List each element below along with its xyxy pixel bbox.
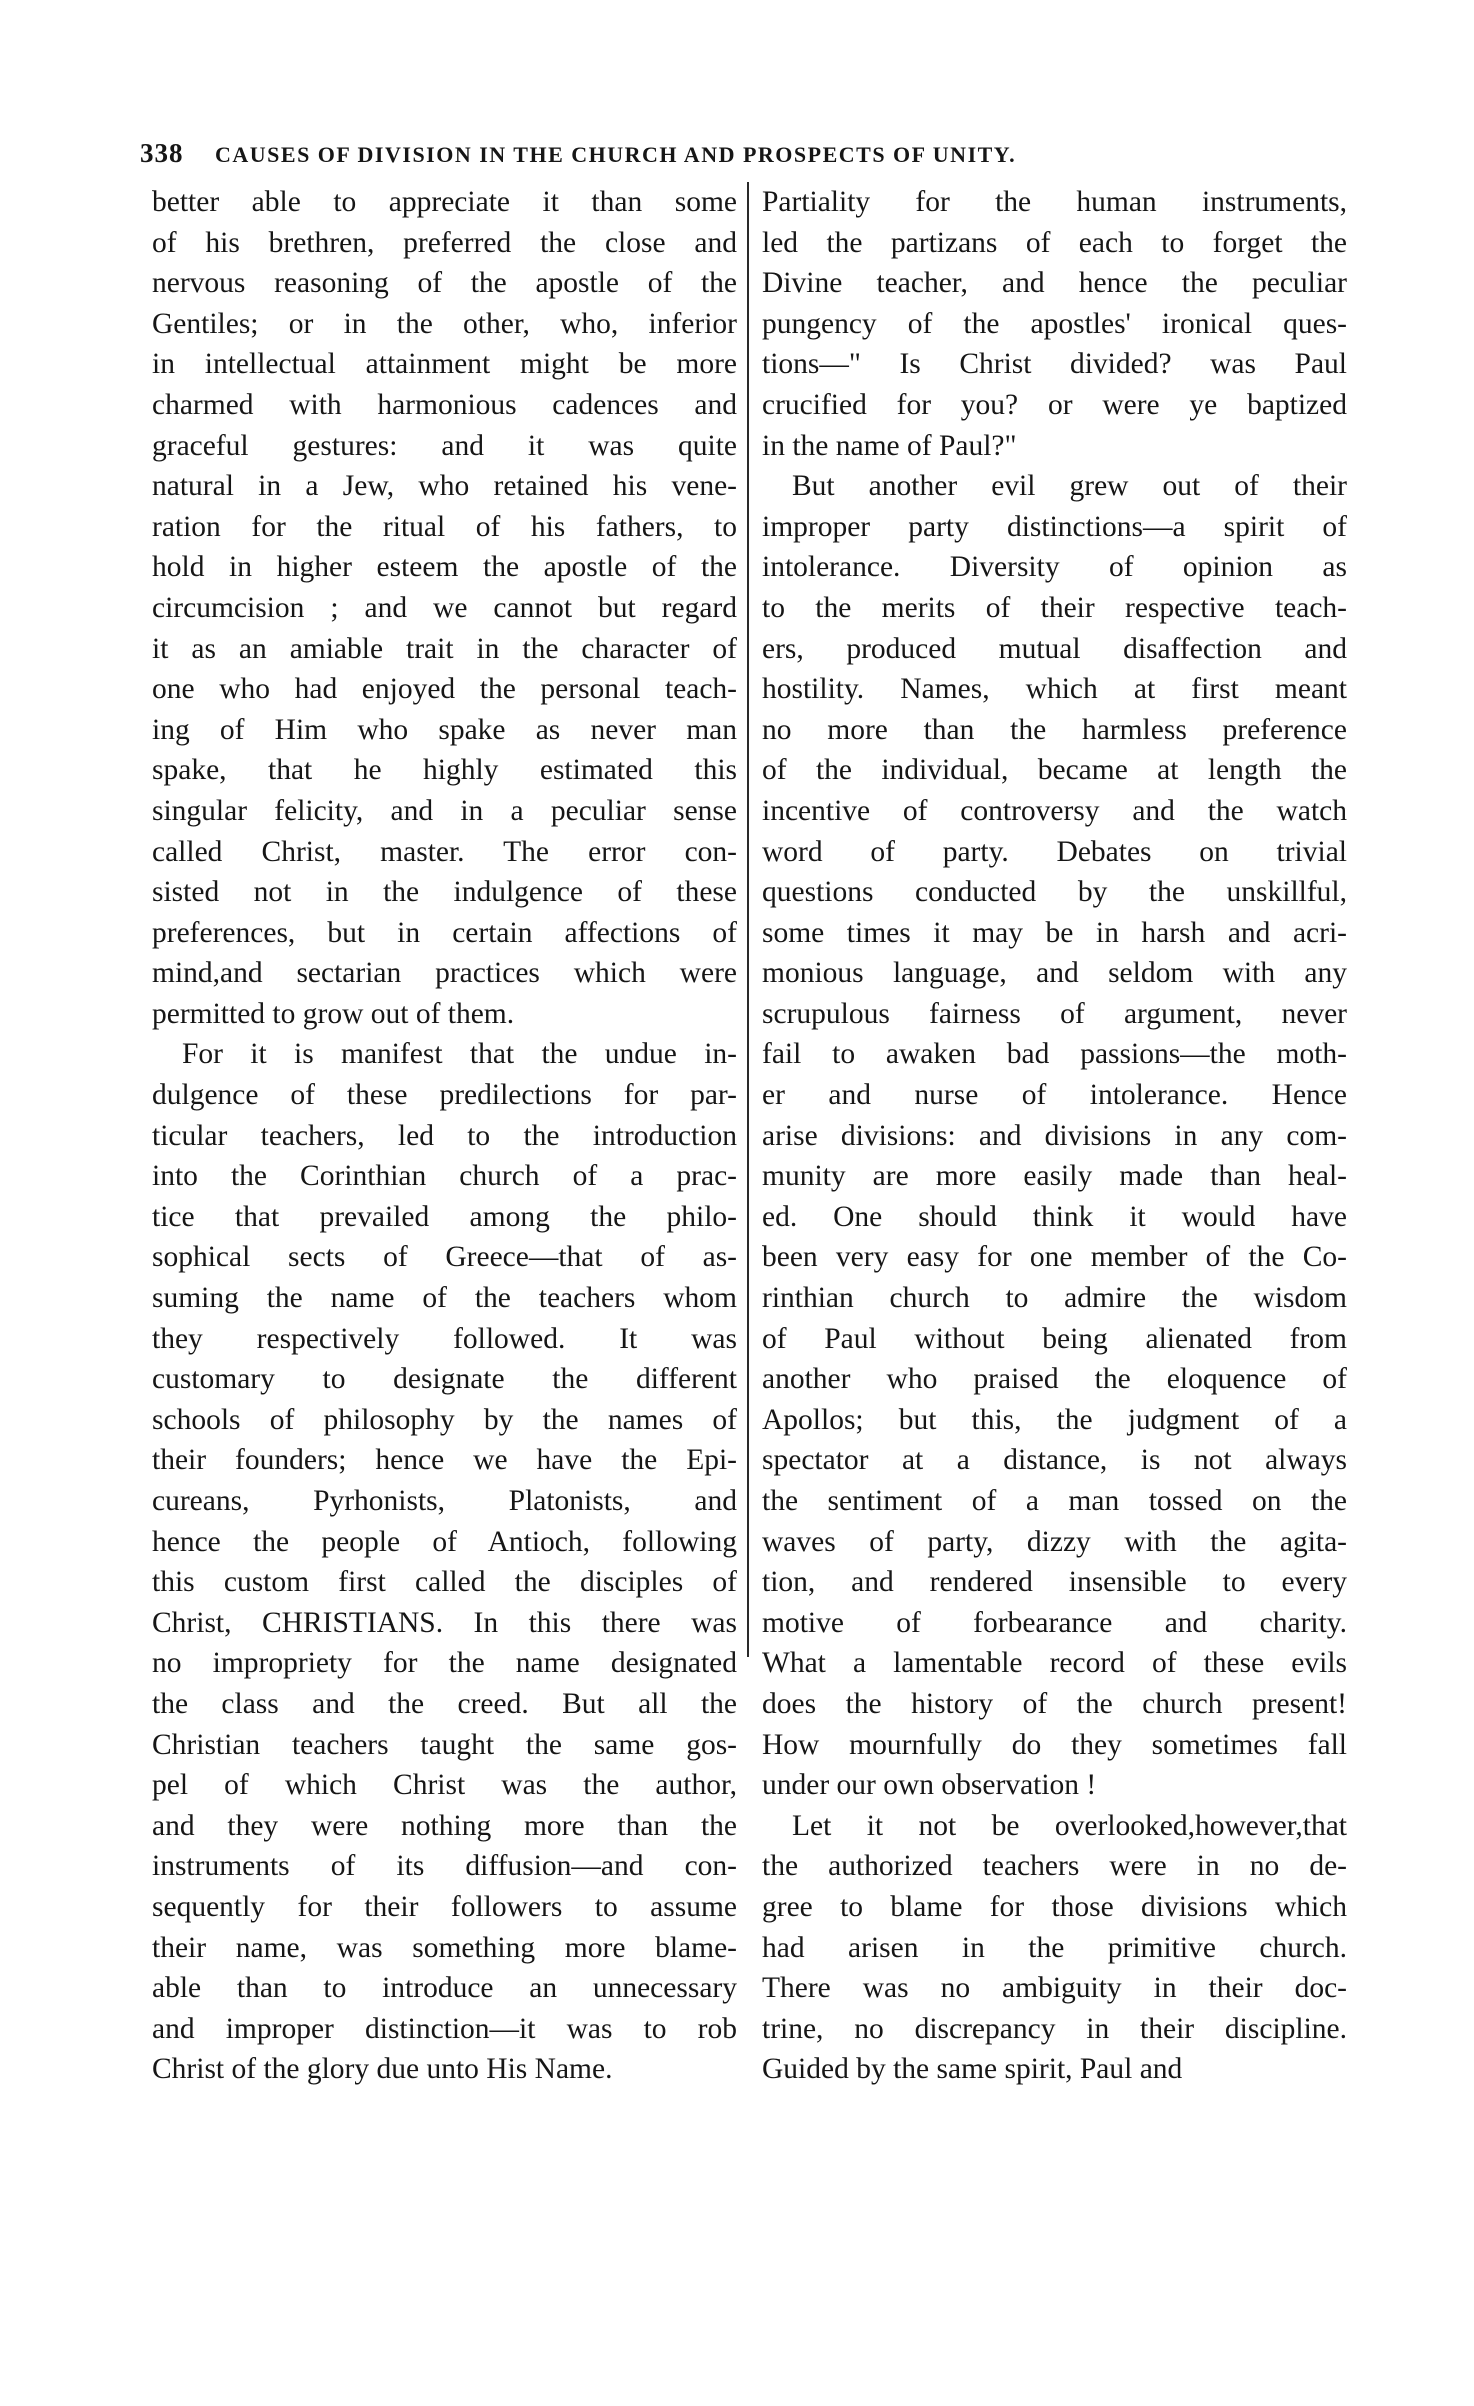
text-line: graceful gestures: and it was quite — [152, 429, 737, 462]
text-line: suming the name of the teachers whom — [152, 1282, 737, 1315]
text-line: schools of philosophy by the names of — [152, 1403, 737, 1436]
text-line: motive of forbearance and charity. — [762, 1606, 1347, 1639]
text-line: of his brethren, preferred the close and — [152, 226, 737, 259]
text-line: in the name of Paul?" — [762, 429, 1017, 462]
page-number: 338 — [140, 138, 184, 168]
text-line: cureans, Pyrhonists, Platonists, and — [152, 1485, 737, 1517]
text-line: sophical sects of Greece—that of as- — [152, 1241, 737, 1274]
text-line: Divine teacher, and hence the peculiar — [762, 267, 1347, 300]
text-line: it as an amiable trait in the character of — [152, 632, 737, 665]
text-line: scrupulous fairness of argument, never — [762, 997, 1347, 1030]
text-line: permitted to grow out of them. — [152, 997, 515, 1030]
text-line: But another evil grew out of their — [792, 470, 1347, 503]
text-line: does the history of the church present! — [762, 1687, 1347, 1720]
text-line: and improper distinction—it was to rob — [152, 2012, 737, 2045]
running-title: CAUSES OF DIVISION IN THE CHURCH AND PROSPECTS OF UNITY. — [215, 142, 1017, 167]
text-line: arise divisions: and divisions in any com- — [762, 1119, 1347, 1152]
text-line: spake, that he highly estimated this — [152, 754, 737, 787]
text-line: some times it may be in harsh and acri- — [762, 916, 1347, 949]
text-line: preferences, but in certain affections of — [152, 916, 737, 949]
text-line: of the individual, became at length the — [762, 754, 1347, 787]
text-line: charmed with harmonious cadences and — [152, 388, 737, 421]
column-divider — [747, 182, 749, 1657]
text-line: in intellectual attainment might be more — [152, 348, 737, 381]
text-line: hence the people of Antioch, following — [152, 1525, 737, 1558]
text-line: ed. One should think it would have — [762, 1200, 1347, 1233]
text-line: For it is manifest that the undue in- — [182, 1038, 737, 1071]
text-line: able than to introduce an unnecessary — [152, 1972, 737, 2005]
text-line: Apollos; but this, the judgment of a — [762, 1403, 1347, 1436]
text-line: and they were nothing more than the — [152, 1809, 737, 1842]
text-line: one who had enjoyed the personal teach- — [152, 673, 737, 706]
text-line: their founders; hence we have the Epi- — [152, 1444, 737, 1477]
text-line: hostility. Names, which at first meant — [762, 673, 1347, 706]
text-line: mind,and sectarian practices which were — [152, 957, 737, 990]
text-line: Partiality for the human instruments, — [762, 186, 1347, 218]
text-line: the class and the creed. But all the — [152, 1687, 737, 1720]
text-line: Christian teachers taught the same gos- — [152, 1728, 737, 1761]
text-line: called Christ, master. The error con- — [152, 835, 737, 868]
text-line: sisted not in the indulgence of these — [152, 876, 737, 909]
text-line: waves of party, dizzy with the agita- — [762, 1525, 1347, 1558]
text-line: Gentiles; or in the other, who, inferior — [152, 307, 737, 340]
right-column — [762, 182, 1347, 2090]
text-line: Christ, CHRISTIANS. In this there was — [152, 1606, 737, 1639]
text-line: had arisen in the primitive church. — [762, 1931, 1347, 1964]
text-line: improper party distinctions—a spirit of — [762, 510, 1347, 543]
text-line: ticular teachers, led to the introduction — [152, 1119, 737, 1152]
text-line: ers, produced mutual disaffection and — [762, 632, 1347, 665]
text-line: tion, and rendered insensible to every — [762, 1566, 1347, 1599]
running-head — [140, 138, 1320, 178]
text-line: spectator at a distance, is not always — [762, 1444, 1347, 1477]
text-line: tice that prevailed among the philo- — [152, 1200, 737, 1233]
text-line: of Paul without being alienated from — [762, 1322, 1347, 1355]
text-line: they respectively followed. It was — [152, 1322, 737, 1355]
text-line: instruments of its diffusion—and con- — [152, 1850, 737, 1883]
text-line: led the partizans of each to forget the — [762, 226, 1347, 259]
text-line: What a lamentable record of these evils — [762, 1647, 1347, 1680]
text-line: gree to blame for those divisions which — [762, 1890, 1347, 1923]
text-line: pungency of the apostles' ironical ques- — [762, 307, 1347, 340]
text-line: There was no ambiguity in their doc- — [762, 1972, 1347, 2005]
text-line: How mournfully do they sometimes fall — [762, 1728, 1347, 1761]
text-line: the sentiment of a man tossed on the — [762, 1485, 1347, 1517]
text-line: hold in higher esteem the apostle of the — [152, 551, 737, 584]
text-line: no more than the harmless preference — [762, 713, 1347, 746]
text-line: another who praised the eloquence of — [762, 1363, 1347, 1396]
text-line: under our own observation ! — [762, 1769, 1097, 1802]
text-line: fail to awaken bad passions—the moth- — [762, 1038, 1347, 1071]
text-line: their name, was something more blame- — [152, 1931, 737, 1964]
text-line: er and nurse of intolerance. Hence — [762, 1079, 1347, 1112]
text-line: crucified for you? or were ye baptized — [762, 388, 1347, 421]
text-line: rinthian church to admire the wisdom — [762, 1282, 1347, 1315]
text-line: ration for the ritual of his fathers, to — [152, 510, 737, 543]
text-line: been very easy for one member of the Co- — [762, 1241, 1347, 1274]
text-line: tions—" Is Christ divided? was Paul — [762, 348, 1347, 381]
text-line: intolerance. Diversity of opinion as — [762, 551, 1347, 584]
text-line: incentive of controversy and the watch — [762, 794, 1347, 827]
text-line: monious language, and seldom with any — [762, 957, 1347, 990]
text-line: trine, no discrepancy in their discipline. — [762, 2012, 1347, 2045]
text-line: the authorized teachers were in no de- — [762, 1850, 1347, 1883]
text-line: pel of which Christ was the author, — [152, 1769, 737, 1802]
text-line: ing of Him who spake as never man — [152, 713, 737, 746]
text-line: nervous reasoning of the apostle of the — [152, 267, 737, 300]
text-line: singular felicity, and in a peculiar sense — [152, 794, 737, 827]
text-line: dulgence of these predilections for par- — [152, 1079, 737, 1112]
text-line: to the merits of their respective teach- — [762, 591, 1347, 624]
text-line: no impropriety for the name designated — [152, 1647, 737, 1680]
text-line: Let it not be overlooked,however,that — [792, 1809, 1347, 1842]
text-line: munity are more easily made than heal- — [762, 1160, 1347, 1193]
text-line: customary to designate the different — [152, 1363, 737, 1396]
text-line: word of party. Debates on trivial — [762, 835, 1347, 868]
text-line: natural in a Jew, who retained his vene- — [152, 470, 737, 503]
text-line: questions conducted by the unskillful, — [762, 876, 1347, 909]
text-line: Christ of the glory due unto His Name. — [152, 2053, 613, 2086]
text-line: into the Corinthian church of a prac- — [152, 1160, 737, 1193]
left-column — [152, 182, 737, 2090]
text-line: Guided by the same spirit, Paul and — [762, 2053, 1183, 2086]
text-line: better able to appreciate it than some — [152, 186, 737, 218]
text-line: sequently for their followers to assume — [152, 1890, 737, 1923]
text-line: this custom first called the disciples of — [152, 1566, 737, 1599]
text-line: circumcision ; and we cannot but regard — [152, 591, 737, 624]
